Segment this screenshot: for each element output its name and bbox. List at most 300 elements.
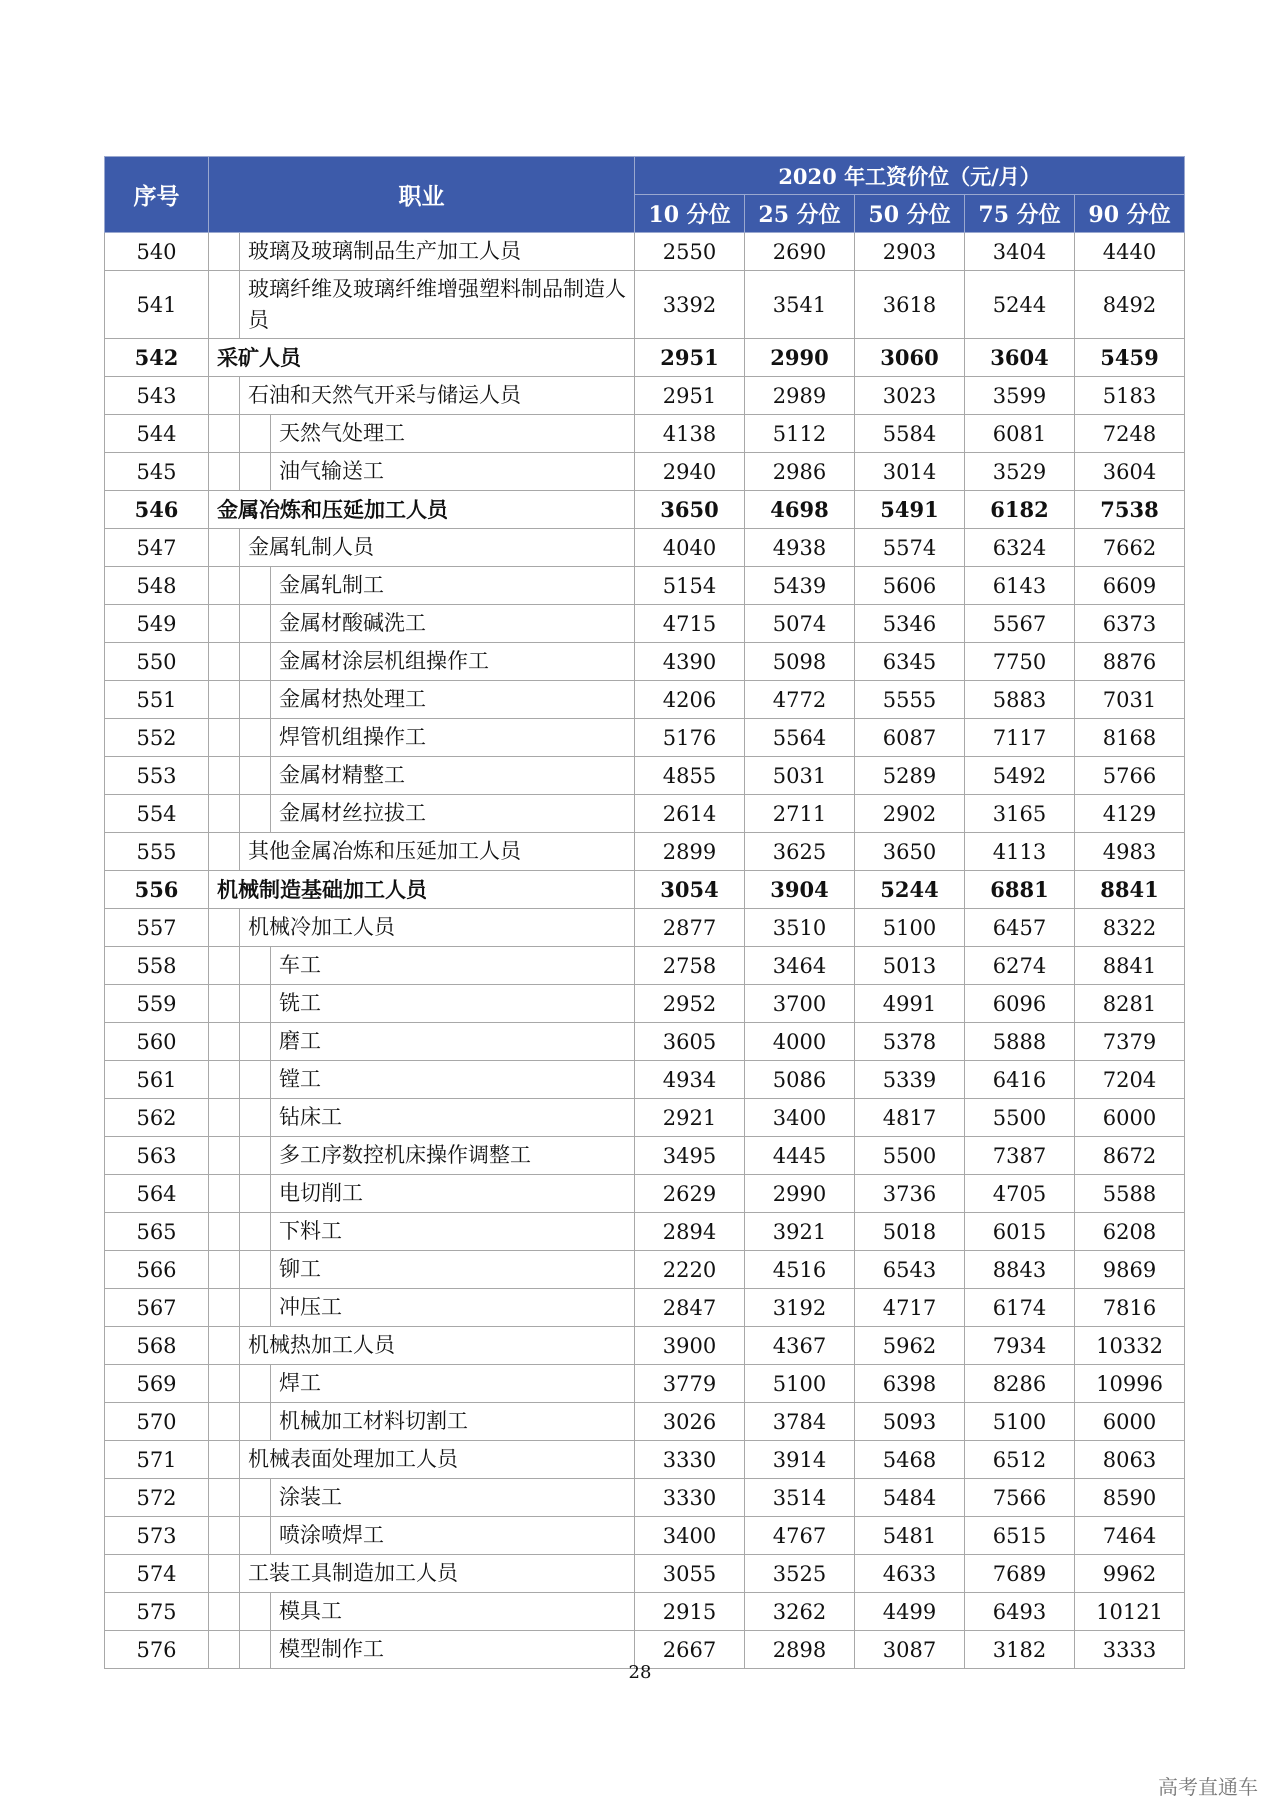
row-value-p25: 2986 — [745, 453, 855, 491]
row-value-p50: 5584 — [855, 415, 965, 453]
row-value-p75: 5492 — [965, 757, 1075, 795]
row-value-p25: 3784 — [745, 1403, 855, 1441]
row-value-p10: 2894 — [635, 1213, 745, 1251]
header-seq: 序号 — [105, 157, 209, 233]
indent-cell — [209, 233, 240, 271]
indent-cell — [209, 1555, 240, 1593]
row-value-p25: 5086 — [745, 1061, 855, 1099]
row-seq: 572 — [105, 1479, 209, 1517]
row-seq: 559 — [105, 985, 209, 1023]
row-value-p75: 5888 — [965, 1023, 1075, 1061]
row-value-p25: 5112 — [745, 415, 855, 453]
indent-cell — [209, 643, 240, 681]
row-value-p10: 2921 — [635, 1099, 745, 1137]
indent-cell — [209, 1441, 240, 1479]
indent-cell — [209, 1213, 240, 1251]
row-value-p75: 6274 — [965, 947, 1075, 985]
row-occupation: 金属材热处理工 — [271, 681, 635, 719]
row-occupation: 其他金属冶炼和压延加工人员 — [240, 833, 635, 871]
header-p90: 90 分位 — [1075, 195, 1185, 233]
row-value-p90: 4440 — [1075, 233, 1185, 271]
indent-cell — [240, 1251, 271, 1289]
row-value-p90: 7204 — [1075, 1061, 1185, 1099]
table-row — [105, 1061, 1185, 1099]
row-value-p75: 6174 — [965, 1289, 1075, 1327]
row-value-p90: 10121 — [1075, 1593, 1185, 1631]
row-seq: 573 — [105, 1517, 209, 1555]
row-occupation: 磨工 — [271, 1023, 635, 1061]
row-seq: 576 — [105, 1631, 209, 1669]
table-row — [105, 1365, 1185, 1403]
row-value-p50: 3736 — [855, 1175, 965, 1213]
table-row — [105, 377, 1185, 415]
row-value-p75: 6512 — [965, 1441, 1075, 1479]
row-value-p90: 7662 — [1075, 529, 1185, 567]
row-occupation: 焊工 — [271, 1365, 635, 1403]
table-row — [105, 1327, 1185, 1365]
row-value-p75: 8286 — [965, 1365, 1075, 1403]
row-occupation: 采矿人员 — [209, 339, 635, 377]
row-value-p90: 7538 — [1075, 491, 1185, 529]
row-value-p10: 5176 — [635, 719, 745, 757]
row-seq: 544 — [105, 415, 209, 453]
row-seq: 561 — [105, 1061, 209, 1099]
row-value-p25: 2690 — [745, 233, 855, 271]
row-value-p50: 5500 — [855, 1137, 965, 1175]
indent-cell — [209, 1061, 240, 1099]
row-value-p10: 3330 — [635, 1441, 745, 1479]
row-value-p25: 3192 — [745, 1289, 855, 1327]
row-value-p75: 7566 — [965, 1479, 1075, 1517]
indent-cell — [209, 529, 240, 567]
header-occupation: 职业 — [209, 157, 635, 233]
table-row — [105, 985, 1185, 1023]
row-occupation: 机械加工材料切割工 — [271, 1403, 635, 1441]
row-value-p90: 7816 — [1075, 1289, 1185, 1327]
row-value-p75: 3165 — [965, 795, 1075, 833]
row-seq: 574 — [105, 1555, 209, 1593]
row-value-p50: 5289 — [855, 757, 965, 795]
row-occupation: 金属轧制工 — [271, 567, 635, 605]
row-seq: 568 — [105, 1327, 209, 1365]
row-value-p50: 5339 — [855, 1061, 965, 1099]
indent-cell — [240, 719, 271, 757]
row-value-p75: 7934 — [965, 1327, 1075, 1365]
indent-cell — [209, 795, 240, 833]
row-seq: 545 — [105, 453, 209, 491]
row-seq: 552 — [105, 719, 209, 757]
indent-cell — [209, 567, 240, 605]
row-value-p50: 5606 — [855, 567, 965, 605]
table-row — [105, 1555, 1185, 1593]
row-value-p50: 5346 — [855, 605, 965, 643]
row-value-p25: 2989 — [745, 377, 855, 415]
row-value-p75: 7689 — [965, 1555, 1075, 1593]
row-value-p25: 2990 — [745, 1175, 855, 1213]
row-value-p25: 3904 — [745, 871, 855, 909]
indent-cell — [209, 681, 240, 719]
row-value-p50: 6543 — [855, 1251, 965, 1289]
row-value-p50: 6345 — [855, 643, 965, 681]
header-p75: 75 分位 — [965, 195, 1075, 233]
row-value-p90: 6000 — [1075, 1403, 1185, 1441]
row-seq: 566 — [105, 1251, 209, 1289]
header-p25: 25 分位 — [745, 195, 855, 233]
table-row — [105, 643, 1185, 681]
row-value-p50: 2903 — [855, 233, 965, 271]
indent-cell — [209, 1137, 240, 1175]
row-occupation: 喷涂喷焊工 — [271, 1517, 635, 1555]
row-value-p50: 5555 — [855, 681, 965, 719]
indent-cell — [209, 947, 240, 985]
table-row — [105, 1403, 1185, 1441]
row-value-p90: 3333 — [1075, 1631, 1185, 1669]
table-row — [105, 947, 1185, 985]
row-value-p75: 4705 — [965, 1175, 1075, 1213]
row-value-p25: 2990 — [745, 339, 855, 377]
indent-cell — [240, 415, 271, 453]
row-value-p50: 5093 — [855, 1403, 965, 1441]
table-row — [105, 339, 1185, 377]
row-value-p25: 2898 — [745, 1631, 855, 1669]
row-seq: 558 — [105, 947, 209, 985]
row-occupation: 铆工 — [271, 1251, 635, 1289]
row-seq: 553 — [105, 757, 209, 795]
indent-cell — [240, 1137, 271, 1175]
row-value-p50: 5491 — [855, 491, 965, 529]
header-p10: 10 分位 — [635, 195, 745, 233]
row-value-p25: 4698 — [745, 491, 855, 529]
indent-cell — [240, 453, 271, 491]
row-value-p50: 3023 — [855, 377, 965, 415]
row-value-p90: 8492 — [1075, 271, 1185, 339]
row-value-p25: 3262 — [745, 1593, 855, 1631]
row-value-p25: 3541 — [745, 271, 855, 339]
row-value-p50: 4991 — [855, 985, 965, 1023]
indent-cell — [240, 1479, 271, 1517]
table-row — [105, 1517, 1185, 1555]
row-value-p10: 3900 — [635, 1327, 745, 1365]
row-seq: 548 — [105, 567, 209, 605]
row-value-p25: 5564 — [745, 719, 855, 757]
row-value-p25: 3510 — [745, 909, 855, 947]
row-value-p90: 8168 — [1075, 719, 1185, 757]
row-value-p10: 2847 — [635, 1289, 745, 1327]
row-value-p90: 7464 — [1075, 1517, 1185, 1555]
row-occupation: 模具工 — [271, 1593, 635, 1631]
row-value-p75: 6881 — [965, 871, 1075, 909]
row-value-p25: 2711 — [745, 795, 855, 833]
indent-cell — [209, 757, 240, 795]
indent-cell — [240, 1099, 271, 1137]
table-row — [105, 719, 1185, 757]
table-row — [105, 1213, 1185, 1251]
indent-cell — [209, 909, 240, 947]
row-value-p75: 3404 — [965, 233, 1075, 271]
indent-cell — [240, 757, 271, 795]
table-row — [105, 415, 1185, 453]
row-value-p10: 4855 — [635, 757, 745, 795]
row-value-p10: 4715 — [635, 605, 745, 643]
row-value-p75: 5567 — [965, 605, 1075, 643]
row-value-p90: 5766 — [1075, 757, 1185, 795]
table-row — [105, 233, 1185, 271]
row-occupation: 金属材酸碱洗工 — [271, 605, 635, 643]
table-row — [105, 1289, 1185, 1327]
row-seq: 567 — [105, 1289, 209, 1327]
row-value-p25: 3464 — [745, 947, 855, 985]
row-value-p25: 3514 — [745, 1479, 855, 1517]
row-value-p75: 6493 — [965, 1593, 1075, 1631]
row-value-p10: 5154 — [635, 567, 745, 605]
indent-cell — [240, 1365, 271, 1403]
row-value-p10: 3392 — [635, 271, 745, 339]
row-value-p50: 5018 — [855, 1213, 965, 1251]
row-value-p50: 5962 — [855, 1327, 965, 1365]
row-value-p10: 3605 — [635, 1023, 745, 1061]
indent-cell — [209, 1289, 240, 1327]
header-wage-group: 2020 年工资价位（元/月） — [635, 157, 1185, 195]
row-value-p10: 2758 — [635, 947, 745, 985]
wage-table — [104, 156, 1185, 1669]
row-occupation: 车工 — [271, 947, 635, 985]
row-value-p75: 3182 — [965, 1631, 1075, 1669]
row-value-p75: 7387 — [965, 1137, 1075, 1175]
indent-cell — [209, 1517, 240, 1555]
table-row — [105, 1099, 1185, 1137]
watermark: 高考直通车 — [1158, 1775, 1258, 1799]
table-row — [105, 605, 1185, 643]
row-value-p90: 7031 — [1075, 681, 1185, 719]
row-value-p25: 5031 — [745, 757, 855, 795]
row-value-p10: 2614 — [635, 795, 745, 833]
indent-cell — [209, 1593, 240, 1631]
indent-cell — [209, 1479, 240, 1517]
row-value-p50: 4499 — [855, 1593, 965, 1631]
row-seq: 542 — [105, 339, 209, 377]
row-occupation: 钻床工 — [271, 1099, 635, 1137]
row-occupation: 金属材丝拉拔工 — [271, 795, 635, 833]
row-seq: 560 — [105, 1023, 209, 1061]
row-value-p10: 2915 — [635, 1593, 745, 1631]
row-occupation: 工装工具制造加工人员 — [240, 1555, 635, 1593]
row-value-p75: 3599 — [965, 377, 1075, 415]
indent-cell — [240, 1403, 271, 1441]
row-value-p25: 4772 — [745, 681, 855, 719]
table-row — [105, 1023, 1185, 1061]
row-value-p90: 4129 — [1075, 795, 1185, 833]
row-value-p10: 4040 — [635, 529, 745, 567]
row-value-p10: 3054 — [635, 871, 745, 909]
row-value-p50: 3618 — [855, 271, 965, 339]
header-p50: 50 分位 — [855, 195, 965, 233]
row-value-p75: 4113 — [965, 833, 1075, 871]
row-value-p75: 7117 — [965, 719, 1075, 757]
table-row — [105, 1441, 1185, 1479]
row-seq: 546 — [105, 491, 209, 529]
row-value-p25: 4938 — [745, 529, 855, 567]
table-body — [105, 233, 1185, 1669]
indent-cell — [240, 947, 271, 985]
row-value-p10: 2220 — [635, 1251, 745, 1289]
table-row — [105, 757, 1185, 795]
row-value-p50: 2902 — [855, 795, 965, 833]
table-row — [105, 681, 1185, 719]
row-value-p75: 6324 — [965, 529, 1075, 567]
row-seq: 547 — [105, 529, 209, 567]
row-value-p50: 5468 — [855, 1441, 965, 1479]
row-value-p75: 6143 — [965, 567, 1075, 605]
row-occupation: 油气输送工 — [271, 453, 635, 491]
row-value-p10: 2877 — [635, 909, 745, 947]
row-seq: 543 — [105, 377, 209, 415]
row-occupation: 涂装工 — [271, 1479, 635, 1517]
indent-cell — [209, 1251, 240, 1289]
row-value-p75: 6457 — [965, 909, 1075, 947]
row-value-p50: 4717 — [855, 1289, 965, 1327]
row-value-p90: 7379 — [1075, 1023, 1185, 1061]
row-value-p75: 8843 — [965, 1251, 1075, 1289]
row-value-p50: 3014 — [855, 453, 965, 491]
row-value-p10: 2951 — [635, 377, 745, 415]
row-occupation: 天然气处理工 — [271, 415, 635, 453]
row-value-p50: 3650 — [855, 833, 965, 871]
row-seq: 575 — [105, 1593, 209, 1631]
indent-cell — [209, 415, 240, 453]
row-value-p75: 6015 — [965, 1213, 1075, 1251]
row-value-p50: 6398 — [855, 1365, 965, 1403]
row-seq: 570 — [105, 1403, 209, 1441]
row-value-p75: 5883 — [965, 681, 1075, 719]
row-value-p50: 3087 — [855, 1631, 965, 1669]
row-value-p90: 8672 — [1075, 1137, 1185, 1175]
row-occupation: 机械表面处理加工人员 — [240, 1441, 635, 1479]
indent-cell — [240, 1175, 271, 1213]
row-occupation: 下料工 — [271, 1213, 635, 1251]
row-value-p90: 8063 — [1075, 1441, 1185, 1479]
row-value-p90: 6208 — [1075, 1213, 1185, 1251]
row-value-p10: 3330 — [635, 1479, 745, 1517]
indent-cell — [209, 1365, 240, 1403]
row-occupation: 金属材涂层机组操作工 — [271, 643, 635, 681]
indent-cell — [209, 985, 240, 1023]
row-value-p90: 6609 — [1075, 567, 1185, 605]
row-seq: 562 — [105, 1099, 209, 1137]
row-value-p10: 2899 — [635, 833, 745, 871]
row-value-p75: 5100 — [965, 1403, 1075, 1441]
row-value-p75: 6416 — [965, 1061, 1075, 1099]
table-row — [105, 1593, 1185, 1631]
row-value-p75: 3604 — [965, 339, 1075, 377]
row-value-p25: 4516 — [745, 1251, 855, 1289]
row-occupation: 多工序数控机床操作调整工 — [271, 1137, 635, 1175]
row-occupation: 电切削工 — [271, 1175, 635, 1213]
row-value-p50: 5100 — [855, 909, 965, 947]
row-seq: 549 — [105, 605, 209, 643]
table-row — [105, 1251, 1185, 1289]
row-seq: 551 — [105, 681, 209, 719]
row-value-p90: 5183 — [1075, 377, 1185, 415]
row-occupation: 金属冶炼和压延加工人员 — [209, 491, 635, 529]
row-occupation: 机械热加工人员 — [240, 1327, 635, 1365]
row-value-p25: 3400 — [745, 1099, 855, 1137]
row-value-p25: 4767 — [745, 1517, 855, 1555]
row-occupation: 镗工 — [271, 1061, 635, 1099]
row-seq: 555 — [105, 833, 209, 871]
row-seq: 556 — [105, 871, 209, 909]
row-value-p25: 4445 — [745, 1137, 855, 1175]
row-value-p90: 6373 — [1075, 605, 1185, 643]
row-value-p50: 4633 — [855, 1555, 965, 1593]
indent-cell — [240, 1517, 271, 1555]
row-value-p75: 7750 — [965, 643, 1075, 681]
row-value-p25: 5074 — [745, 605, 855, 643]
table-row — [105, 453, 1185, 491]
row-value-p25: 5098 — [745, 643, 855, 681]
indent-cell — [240, 1061, 271, 1099]
indent-cell — [240, 681, 271, 719]
row-value-p75: 6081 — [965, 415, 1075, 453]
row-value-p90: 8841 — [1075, 871, 1185, 909]
row-value-p10: 3495 — [635, 1137, 745, 1175]
row-value-p25: 4000 — [745, 1023, 855, 1061]
row-value-p10: 2940 — [635, 453, 745, 491]
table-row — [105, 795, 1185, 833]
row-value-p90: 10996 — [1075, 1365, 1185, 1403]
row-value-p25: 5100 — [745, 1365, 855, 1403]
row-value-p25: 3914 — [745, 1441, 855, 1479]
row-occupation: 机械制造基础加工人员 — [209, 871, 635, 909]
indent-cell — [240, 1213, 271, 1251]
row-value-p90: 8590 — [1075, 1479, 1185, 1517]
row-value-p90: 9869 — [1075, 1251, 1185, 1289]
page-number: 28 — [628, 1662, 652, 1683]
row-seq: 554 — [105, 795, 209, 833]
row-value-p25: 4367 — [745, 1327, 855, 1365]
row-value-p10: 3055 — [635, 1555, 745, 1593]
indent-cell — [209, 605, 240, 643]
row-value-p50: 6087 — [855, 719, 965, 757]
row-occupation: 铣工 — [271, 985, 635, 1023]
indent-cell — [240, 1289, 271, 1327]
indent-cell — [209, 1175, 240, 1213]
table-row — [105, 1137, 1185, 1175]
row-value-p10: 4934 — [635, 1061, 745, 1099]
row-value-p10: 3650 — [635, 491, 745, 529]
row-value-p90: 8281 — [1075, 985, 1185, 1023]
row-value-p75: 6182 — [965, 491, 1075, 529]
row-occupation: 玻璃及玻璃制品生产加工人员 — [240, 233, 635, 271]
table-row — [105, 1479, 1185, 1517]
indent-cell — [240, 795, 271, 833]
row-value-p90: 9962 — [1075, 1555, 1185, 1593]
table-row — [105, 1175, 1185, 1213]
row-value-p10: 2667 — [635, 1631, 745, 1669]
row-occupation: 金属轧制人员 — [240, 529, 635, 567]
indent-cell — [240, 1593, 271, 1631]
row-value-p90: 8322 — [1075, 909, 1185, 947]
indent-cell — [240, 985, 271, 1023]
row-value-p90: 4983 — [1075, 833, 1185, 871]
row-occupation: 玻璃纤维及玻璃纤维增强塑料制品制造人员 — [240, 271, 635, 339]
table-row — [105, 491, 1185, 529]
row-value-p75: 6096 — [965, 985, 1075, 1023]
row-value-p25: 5439 — [745, 567, 855, 605]
row-seq: 557 — [105, 909, 209, 947]
row-occupation: 模型制作工 — [271, 1631, 635, 1669]
row-value-p10: 2629 — [635, 1175, 745, 1213]
row-value-p90: 6000 — [1075, 1099, 1185, 1137]
